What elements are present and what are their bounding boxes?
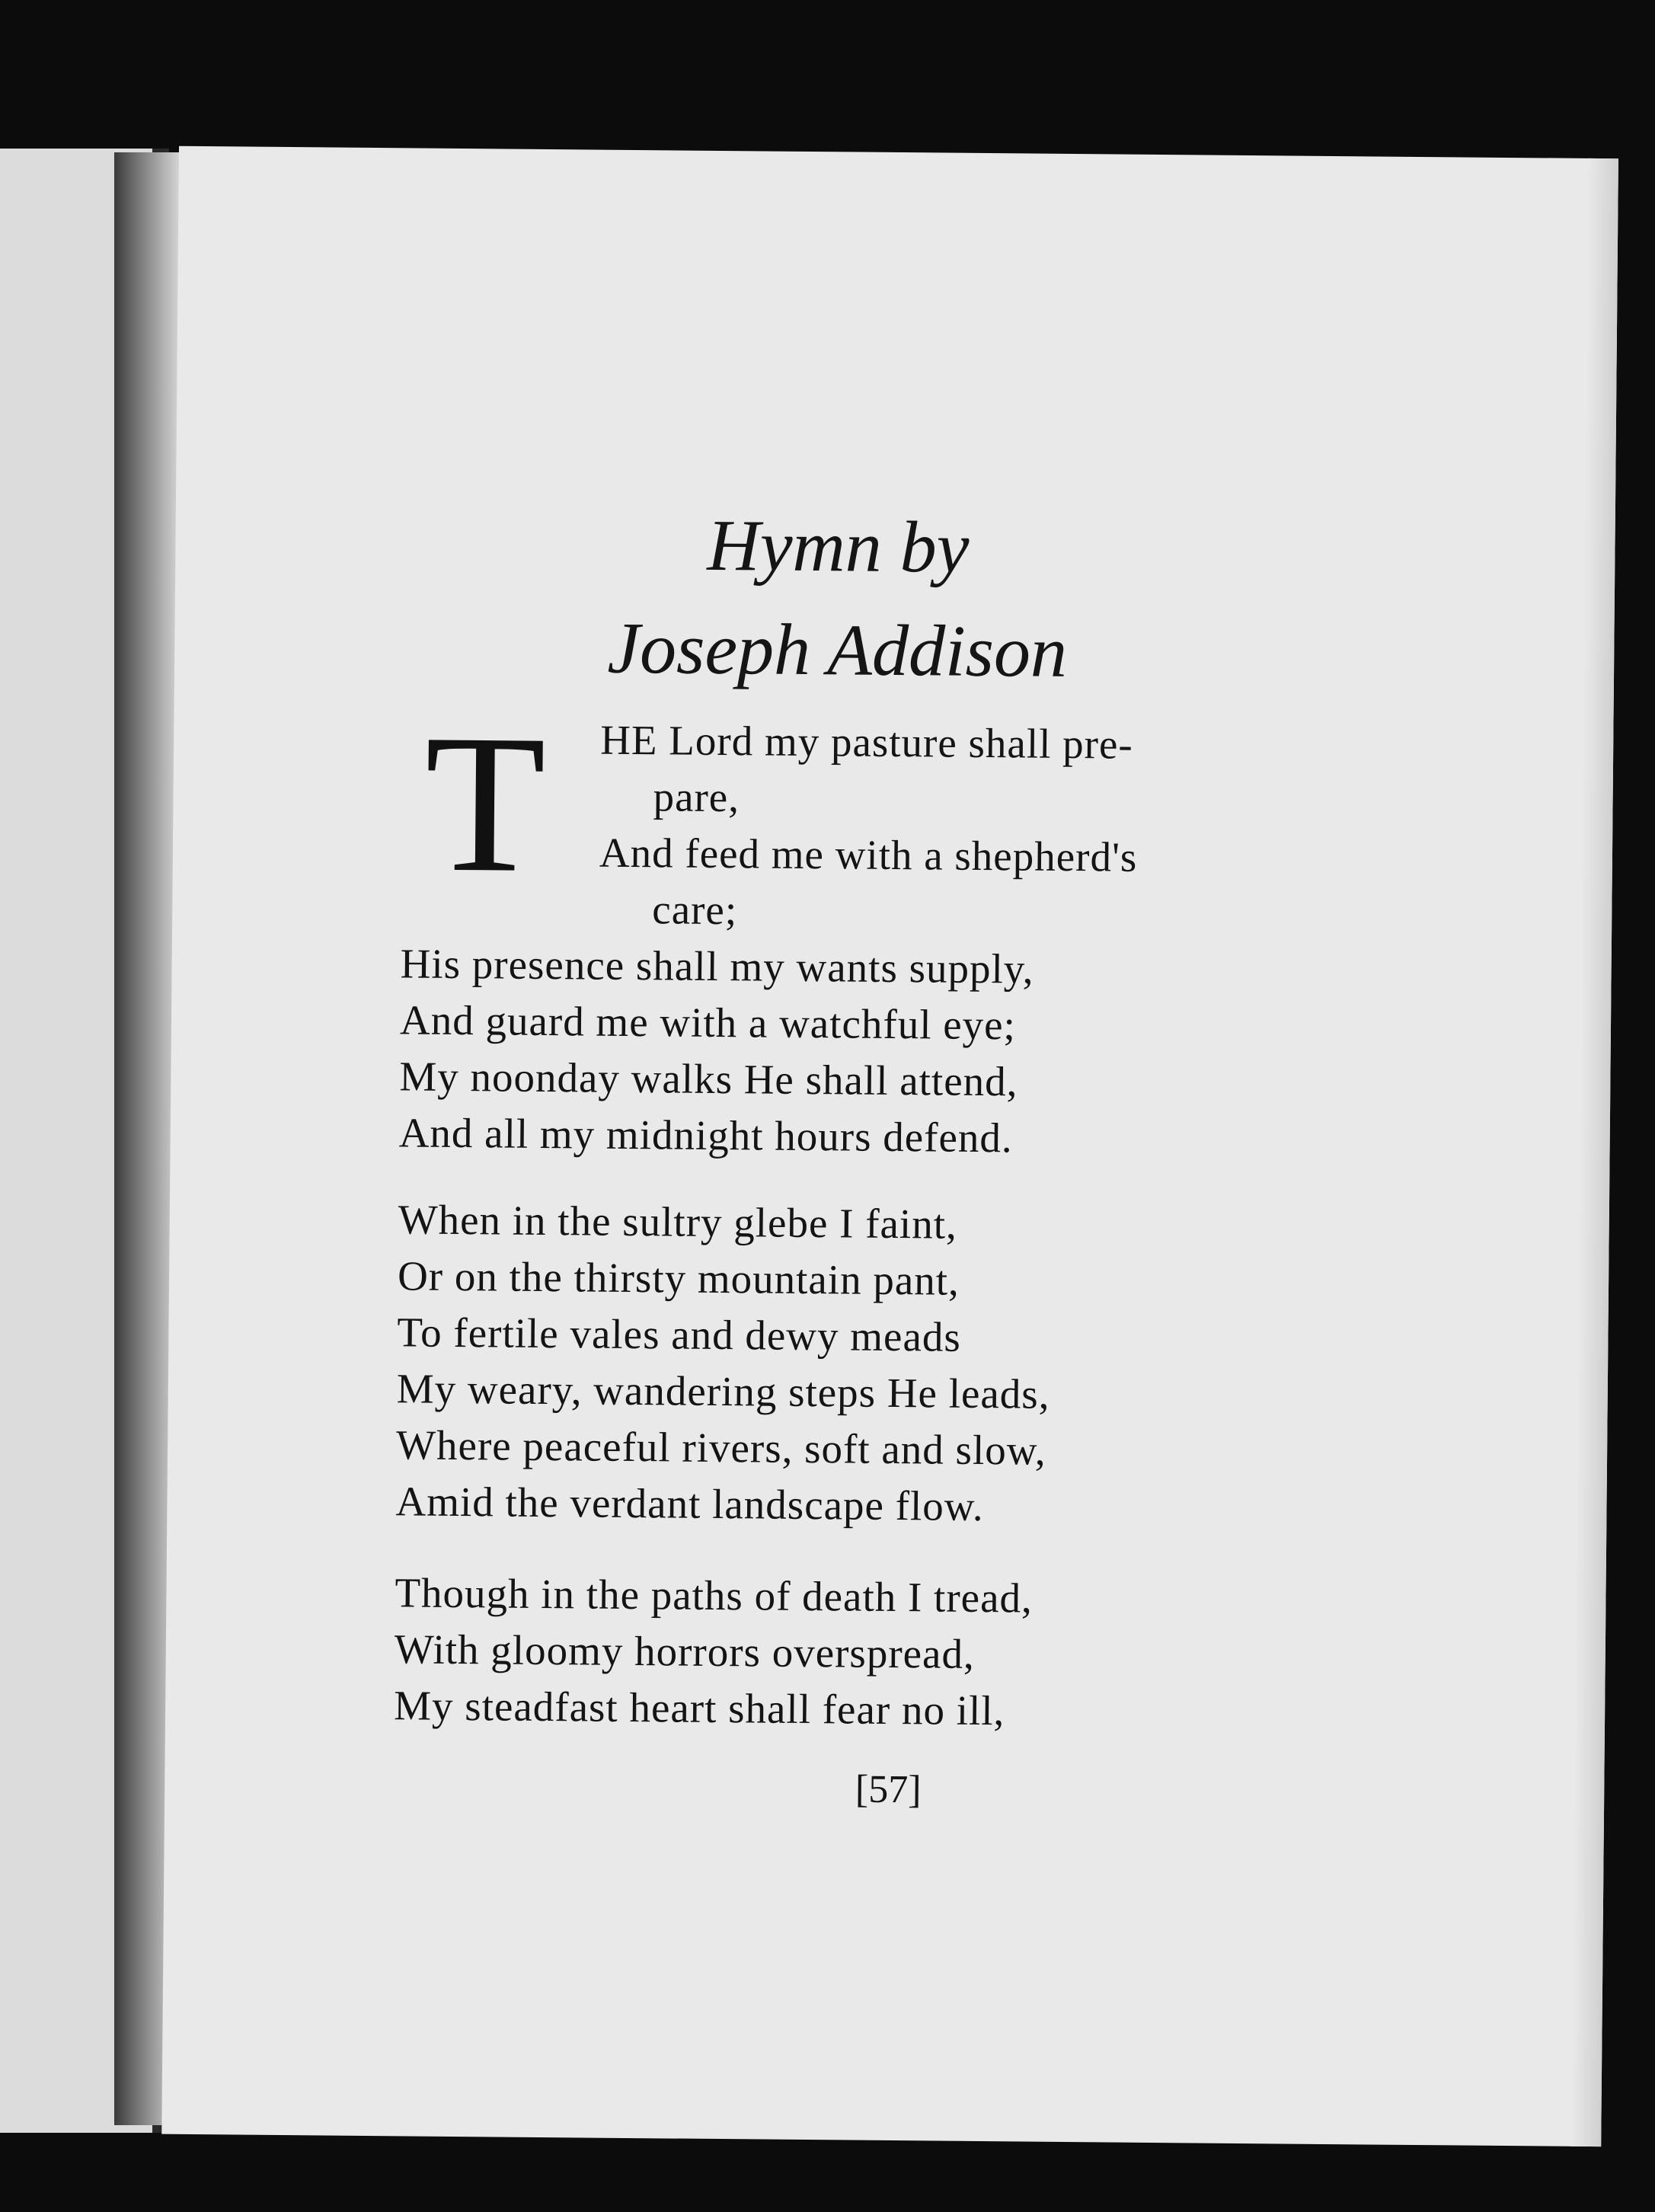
poem-line: His presence shall my wants supply, — [400, 940, 1034, 993]
poem-line: Though in the paths of death I tread, — [395, 1569, 1034, 1622]
stanza-1 — [398, 710, 1138, 1167]
poem-line: care; — [652, 886, 738, 934]
poem-line: And guard me with a watchful eye; — [399, 996, 1017, 1049]
book-page — [161, 146, 1618, 2146]
poem-line: My noonday walks He shall attend, — [399, 1053, 1018, 1105]
stanza-3 — [394, 1565, 1033, 1739]
poem-title-line-1: Hymn by — [707, 503, 970, 588]
poem-line: Amid the verdant landscape flow. — [395, 1478, 984, 1530]
poem-line: Or on the thirsty mountain pant, — [397, 1252, 960, 1304]
poem-line: With gloomy horrors overspread, — [394, 1625, 976, 1677]
poem-line: And feed me with a shepherd's — [599, 829, 1138, 881]
stanza-2 — [395, 1191, 1052, 1535]
poem-line: Where peaceful rivers, soft and slow, — [395, 1421, 1046, 1474]
page-content — [161, 146, 1618, 2146]
poem-line: My steadfast heart shall fear no ill, — [393, 1682, 1005, 1734]
poem-line: My weary, wandering steps He leads, — [396, 1365, 1050, 1418]
page-number: [57] — [855, 1767, 922, 1812]
poem-line: And all my midnight hours defend. — [398, 1109, 1013, 1162]
poem-line: HE Lord my pasture shall pre- — [599, 716, 1134, 768]
poem-title-line-2: Joseph Addison — [607, 606, 1068, 692]
drop-cap: T — [423, 693, 547, 914]
poem-line: pare, — [653, 773, 740, 821]
poem-line: To fertile vales and dewy meads — [397, 1309, 962, 1360]
poem-line: When in the sultry glebe I faint, — [398, 1196, 958, 1248]
